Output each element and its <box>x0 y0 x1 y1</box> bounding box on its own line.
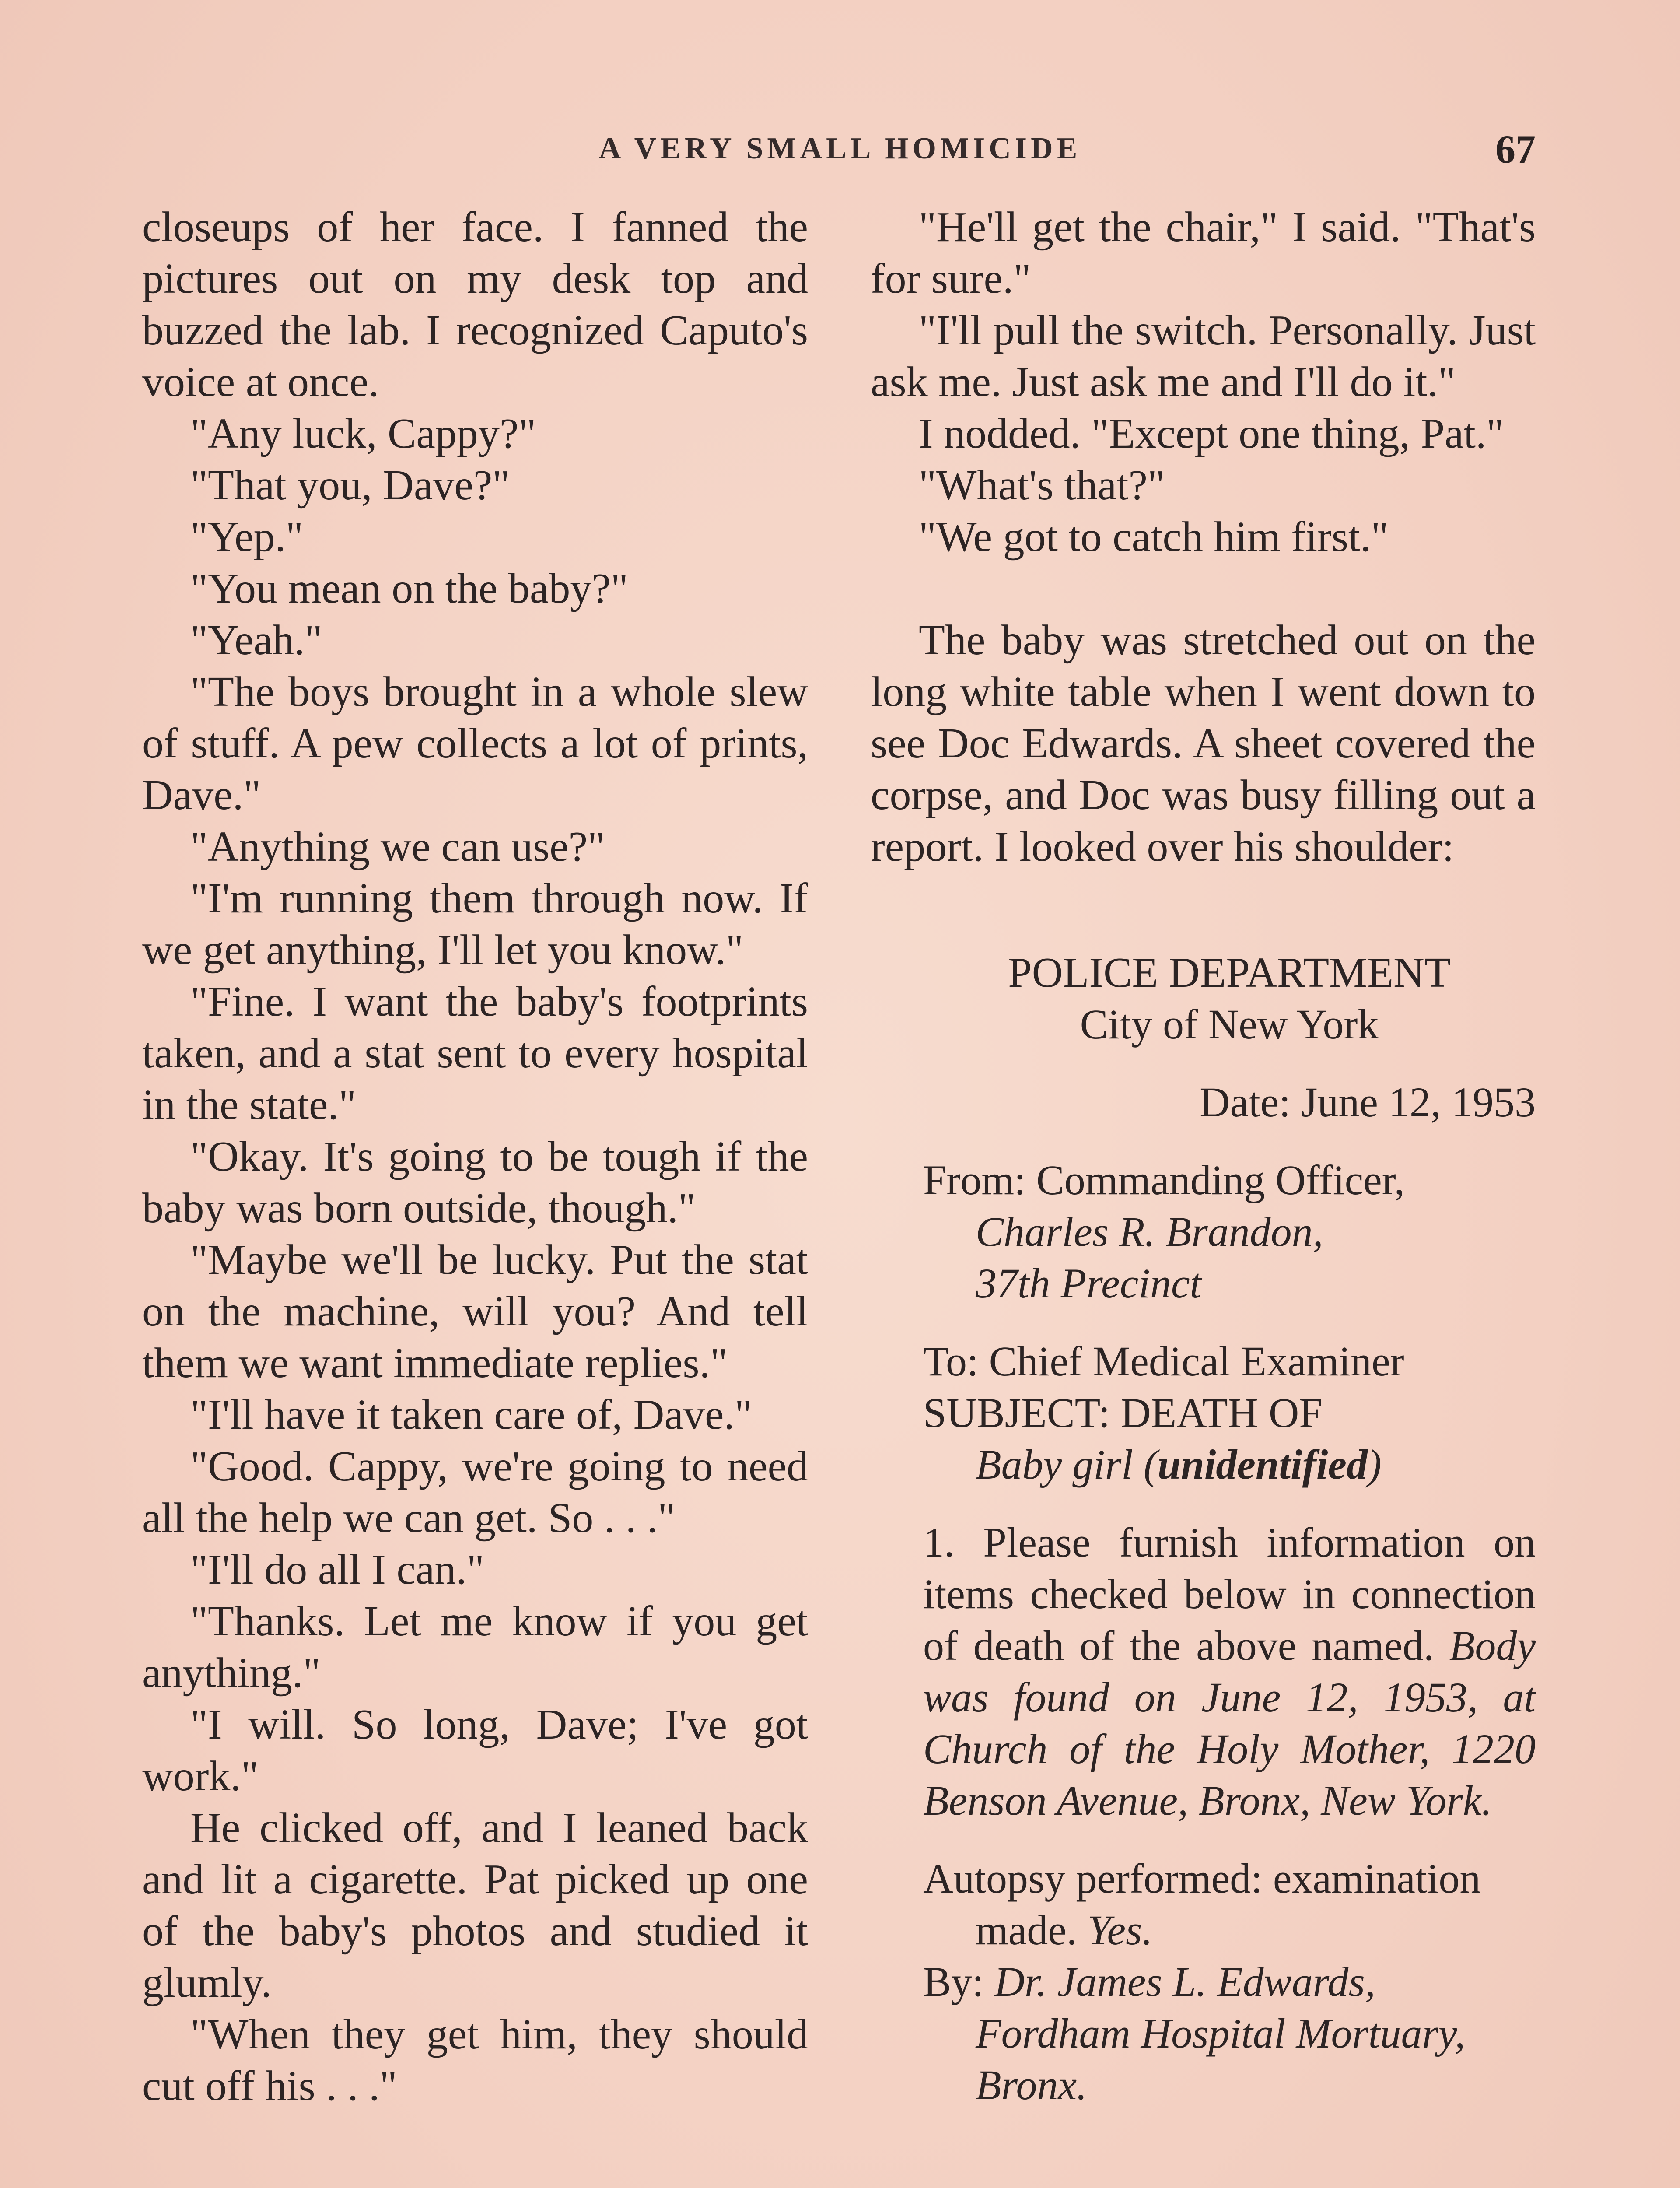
report-from-precinct: 37th Precinct <box>976 1260 1202 1307</box>
report-department: POLICE DEPARTMENT <box>1008 949 1451 996</box>
report-subject-name <box>923 1439 1536 1490</box>
paragraph: "The boys brought in a whole slew of stuff. A pew collects a lot of prints, Dave." <box>142 668 808 819</box>
autopsy-text: Autopsy performed: examination made. <box>923 1855 1481 1953</box>
page-header <box>0 127 1680 184</box>
paragraph: "I'll do all I can." <box>190 1546 484 1593</box>
report-to: To: Chief Medical Examiner <box>923 1338 1404 1385</box>
report-to-subject <box>923 1336 1536 1490</box>
paragraph: "Yeah." <box>190 617 322 664</box>
by-name: Dr. James L. Edwards, <box>994 1958 1376 2005</box>
paragraph: "Okay. It's going to be tough if the baby was born outside, though." <box>142 1133 808 1232</box>
running-title: A VERY SMALL HOMICIDE <box>598 132 1082 165</box>
paragraph: "I will. So long, Dave; I've got work." <box>142 1701 808 1800</box>
report-from <box>923 1154 1536 1309</box>
paragraph: The baby was stretched out on the long white table when I went down to see Doc Edwards. A sheet covered the corpse, and Doc was busy filling out a report. I looked over his shoulder: <box>871 617 1536 870</box>
subject-name-part: ) <box>1367 1441 1382 1488</box>
page-number: 67 <box>1495 127 1536 172</box>
autopsy-line <box>923 1853 1536 1956</box>
subject-name-emphasis: unidentified <box>1157 1441 1368 1488</box>
item-1-answer: Body was found on June 12, 1953, at Church of the Holy Mother, 1220 Benson Avenue, Bronx, New York. <box>923 1622 1536 1824</box>
report-date: Date: June 12, 1953 <box>1200 1079 1536 1126</box>
paragraph: "We got to catch him first." <box>919 513 1389 561</box>
by-label: By: <box>923 1958 994 2005</box>
paragraph: "He'll get the chair," I said. "That's for sure." <box>871 203 1536 302</box>
by-city: Bronx. <box>976 2062 1088 2108</box>
paragraph: "Yep." <box>190 513 303 561</box>
paragraph: closeups of her face. I fanned the pictures out on my desk top and buzzed the lab. I recognized Caputo's voice at once. <box>142 203 808 406</box>
subject-name-part: Baby girl ( <box>976 1441 1158 1488</box>
right-column <box>871 201 1536 2111</box>
item-1-text: 1. Please furnish information on items checked below in connection of death of the above named. <box>923 1519 1536 1669</box>
paragraph: "You mean on the baby?" <box>190 565 628 612</box>
report-autopsy <box>923 1853 1536 2111</box>
report-subject: SUBJECT: DEATH OF <box>923 1389 1323 1436</box>
by-line <box>923 1956 1536 2008</box>
report-city: City of New York <box>1080 1001 1379 1048</box>
paragraph: "I'll have it taken care of, Dave." <box>190 1391 752 1438</box>
paragraph: "When they get him, they should cut off his . . ." <box>142 2011 808 2110</box>
paragraph: "Any luck, Cappy?" <box>190 410 536 457</box>
paragraph: "I'm running them through now. If we get anything, I'll let you know." <box>142 875 808 974</box>
report-from-label: From: Commanding Officer, <box>923 1157 1405 1203</box>
paragraph: "That you, Dave?" <box>190 462 510 509</box>
report-from-name: Charles R. Brandon, <box>976 1208 1323 1255</box>
paragraph: I nodded. "Except one thing, Pat." <box>919 410 1504 457</box>
paragraph: "Fine. I want the baby's footprints taken, and a stat sent to every hospital in the state." <box>142 978 808 1129</box>
paragraph: "Thanks. Let me know if you get anything." <box>142 1598 808 1697</box>
paragraph: "Maybe we'll be lucky. Put the stat on the machine, will you? And tell them we want immediate replies." <box>142 1236 808 1387</box>
by-place: Fordham Hospital Mortuary, <box>976 2010 1466 2057</box>
paragraph: "What's that?" <box>919 462 1165 509</box>
report-item-1 <box>923 1517 1536 1827</box>
paragraph: He clicked off, and I leaned back and lit a cigarette. Pat picked up one of the baby's photos and studied it glumly. <box>142 1804 808 2006</box>
police-report <box>871 947 1536 2111</box>
left-column <box>142 201 808 2112</box>
autopsy-answer: Yes. <box>1087 1907 1153 1953</box>
paragraph: "I'll pull the switch. Personally. Just ask me. Just ask me and I'll do it." <box>871 307 1536 406</box>
paragraph: "Anything we can use?" <box>190 823 606 870</box>
paragraph: "Good. Cappy, we're going to need all the help we can get. So . . ." <box>142 1443 808 1542</box>
